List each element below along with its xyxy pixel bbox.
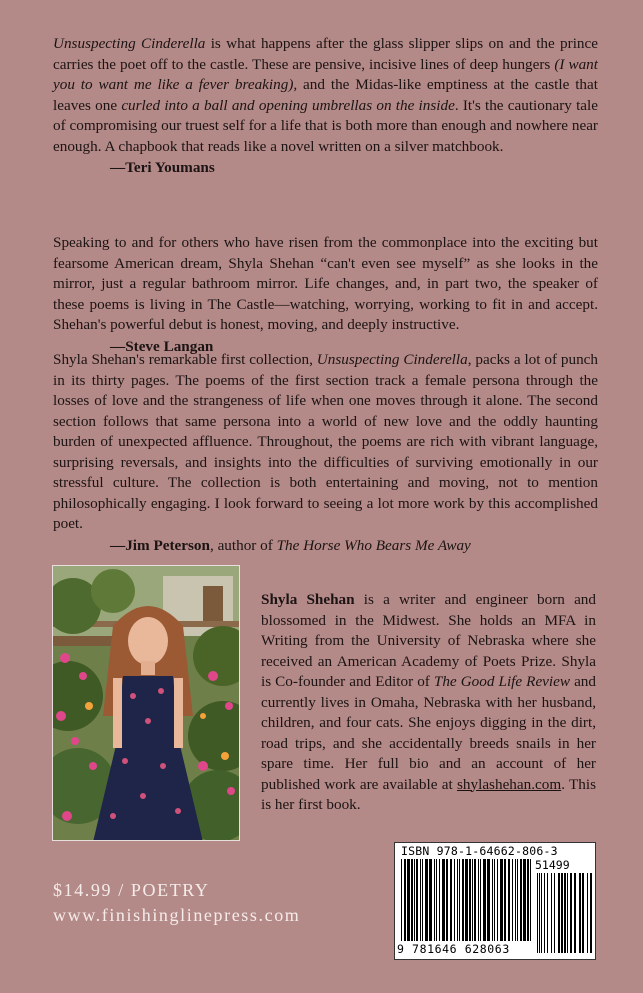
blurb-text: Unsuspecting Cinderella is what happens after the glass slipper slips on and the prince carries the poet off to the castle. These are pensive, incisive lines of deep hungers (I want you to want me like a fever breaking), and the Midas-like emptiness at the castle that leaves one curled into a ball and opening umbrellas on the inside. It's the cautionary tale of compromising our truest self for a life that is both more than enough and nowhere near enough. A chapbook that reads like a novel written on a silver matchbook.: [53, 35, 598, 155]
barcode-bar: [442, 859, 445, 941]
barcode-addon-bar: [537, 873, 538, 953]
barcode-bar: [425, 859, 428, 941]
barcode-bar: [472, 859, 473, 941]
attribution: —Teri Youmans: [110, 159, 215, 176]
barcode-addon-bar: [551, 873, 552, 953]
barcode-bar: [483, 859, 486, 941]
barcode-addon-bar: [544, 873, 545, 953]
barcode-addon-bar: [587, 873, 588, 953]
barcode-addon-bar: [554, 873, 555, 953]
barcode-addon-bar: [570, 873, 572, 953]
blurb-text: Speaking to and for others who have risen from the commonplace into the exciting but fearsome American dream, Shyla Shehan “can't even see myself” as she looks in the mirror, just a regular bathroom mirror. Life changes, and, in part two, the speaker of these poems is living in The Castle—watching, worrying, working to fit in and accept. Shehan's powerful debut is honest, moving, and deeply instructive.: [53, 234, 598, 333]
barcode-bar: [411, 859, 413, 941]
attribution: —Jim Peterson, author of The Horse Who Bears Me Away: [110, 536, 471, 554]
blurb-teri-youmans: [53, 34, 598, 179]
barcode-bar: [401, 859, 402, 941]
barcode-bar: [404, 859, 406, 941]
barcode-bar: [480, 859, 481, 941]
barcode-bar: [478, 859, 479, 941]
price-addon-code: 51499: [535, 858, 570, 872]
author-name: Shyla Shehan: [261, 591, 355, 608]
barcode-bar: [459, 859, 460, 941]
barcode-bar: [416, 859, 418, 941]
barcode-addon-bar: [582, 873, 584, 953]
barcode-bar: [523, 859, 526, 941]
barcode-addon-bar: [579, 873, 581, 953]
barcode-bar: [407, 859, 410, 941]
journal-title: The Good Life Review: [433, 673, 571, 690]
barcode-bar: [487, 859, 490, 941]
barcode-bar: [420, 859, 421, 941]
barcode-bar: [530, 859, 531, 941]
barcode-addon-bar: [558, 873, 560, 953]
barcode-addon-bar: [567, 873, 568, 953]
isbn-label: ISBN 978-1-64662-806-3: [401, 844, 558, 858]
ean-number: 9 781646 628063: [397, 942, 510, 956]
author-photo: [52, 565, 240, 841]
barcode-bar: [492, 859, 493, 941]
barcode-bar: [497, 859, 498, 941]
barcode-bar: [462, 859, 464, 941]
barcode-bar: [508, 859, 510, 941]
barcode-bar: [439, 859, 440, 941]
barcode-bar: [527, 859, 529, 941]
barcode-addon-bar: [541, 873, 542, 953]
barcode-bar: [434, 859, 435, 941]
barcode-bar: [500, 859, 503, 941]
barcode-bar: [515, 859, 516, 941]
barcode-bar: [457, 859, 458, 941]
attribution: —Steve Langan: [110, 337, 214, 355]
barcode-bar: [494, 859, 495, 941]
isbn-barcode: [394, 842, 596, 960]
barcode-bar: [504, 859, 506, 941]
blurb-text: Shyla Shehan's remarkable first collection, Unsuspecting Cinderella, packs a lot of punch in its thirty pages. The poems of the first section track a female persona through the losses of love and the strangeness of life when one moves through it alone. The second section follows that same persona into a world of new love and the oddly haunting burden of unexpected affluence. Throughout, the poems are rich with vibrant language, surprising reversals, and insights into the difficulties of surviving emotionally in our stressful culture. The collection is both entertaining and moving, not to mention philosophically engaging. I look forward to seeing a lot more work by this accomplished poet.: [53, 351, 598, 532]
barcode-addon-bar: [547, 873, 548, 953]
barcode-addon-bar: [561, 873, 563, 953]
barcode-bar: [450, 859, 452, 941]
barcode-bar: [454, 859, 455, 941]
blurb-jim-peterson: [53, 350, 598, 556]
barcode-bar: [520, 859, 522, 941]
author-bio: Shyla Shehan is a writer and engineer born and blossomed in the Midwest. She holds an MFA in Writing from the University of Nebraska where she received an American Academy of Poets Prize. Shyla is Co-founder and Editor of The Good Life Review and currently lives in Omaha, Nebraska with her husband, children, and four cats. She enjoys digging in the dirt, road trips, and she accidentally breeds snails in her spare time. Her full bio and an account of her published work are available at shylashehan.com. This is her first book.: [261, 591, 596, 813]
barcode-bar: [465, 859, 468, 941]
barcode-addon-bar: [539, 873, 540, 953]
barcode-bar: [446, 859, 448, 941]
barcode-addon-bar: [590, 873, 592, 953]
barcode-bar: [474, 859, 476, 941]
blurb-steve-langan: [53, 233, 598, 357]
barcode-addon-bar: [564, 873, 566, 953]
barcode-bar: [436, 859, 437, 941]
barcode-addon-bar: [574, 873, 576, 953]
barcode-bar: [517, 859, 518, 941]
barcode-bar: [512, 859, 513, 941]
barcode-bar: [422, 859, 423, 941]
barcode-bar: [469, 859, 471, 941]
barcode-bar: [414, 859, 415, 941]
barcode-bar: [429, 859, 432, 941]
price-category: $14.99 / POETRY: [53, 880, 210, 900]
publisher-website: www.finishinglinepress.com: [53, 905, 301, 925]
author-website-link[interactable]: shylashehan.com: [457, 775, 562, 793]
